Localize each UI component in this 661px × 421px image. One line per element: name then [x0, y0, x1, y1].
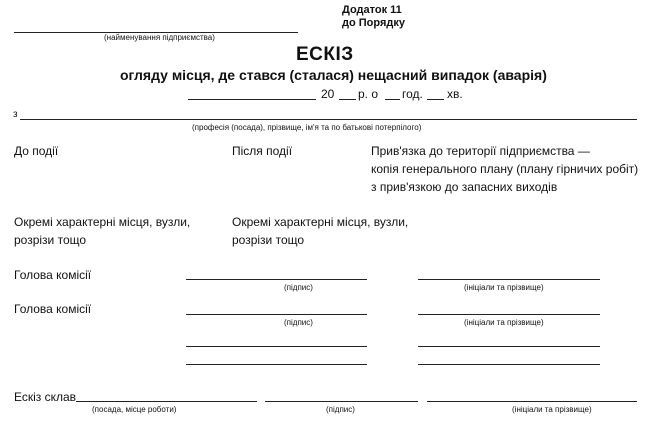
sketch-by-initials-caption: (ініціали та прізвище): [512, 405, 592, 414]
date-day-month-line[interactable]: [188, 99, 316, 100]
after-event-label: Після події: [232, 144, 293, 158]
territory-binding-line-1: Прив'язка до території підприємства —: [371, 144, 590, 158]
victim-line[interactable]: [20, 119, 637, 120]
commission-head-label-2: Голова комісії: [14, 302, 92, 316]
sketch-by-signature-line[interactable]: [265, 401, 418, 402]
minutes-label: хв.: [447, 87, 463, 101]
initials-caption-2: (ініціали та прізвище): [464, 318, 544, 327]
year-line[interactable]: [339, 99, 356, 100]
member-initials-line-3[interactable]: [418, 346, 600, 347]
document-title: ЕСКІЗ: [296, 44, 354, 65]
signature-caption-2: (підпис): [284, 318, 313, 327]
signature-line-1[interactable]: [186, 279, 367, 280]
initials-line-2[interactable]: [418, 314, 600, 315]
member-initials-line-4[interactable]: [418, 364, 600, 365]
initials-caption-1: (ініціали та прізвище): [464, 283, 544, 292]
year-prefix: 20: [321, 87, 335, 101]
commission-head-label-1: Голова комісії: [14, 268, 92, 282]
before-event-label: До події: [14, 144, 59, 158]
places-right-line-2: розрізи тощо: [232, 233, 305, 247]
member-signature-line-3[interactable]: [186, 346, 367, 347]
appendix-reference: до Порядку: [342, 17, 405, 29]
territory-binding-line-2: копія генерального плану (плану гірничих робіт): [371, 162, 639, 176]
sketch-by-signature-caption: (підпис): [326, 405, 355, 414]
sketch-by-label: Ескіз склав: [14, 390, 77, 404]
signature-caption-1: (підпис): [284, 283, 313, 292]
initials-line-1[interactable]: [418, 279, 600, 280]
appendix-number: Додаток 11: [342, 4, 402, 16]
document-subtitle: огляду місця, де стався (сталася) нещасний випадок (аварія): [120, 67, 547, 83]
hours-line[interactable]: [385, 99, 400, 100]
hours-label: год.: [402, 87, 423, 101]
year-suffix: р. о: [358, 87, 379, 101]
places-right-line-1: Окремі характерні місця, вузли,: [232, 215, 409, 229]
places-left-line-2: розрізи тощо: [14, 233, 87, 247]
signature-line-2[interactable]: [186, 314, 367, 315]
sketch-by-initials-line[interactable]: [427, 401, 637, 402]
territory-binding-line-3: з прив'язкою до запасних виходів: [371, 180, 558, 194]
member-signature-line-4[interactable]: [186, 364, 367, 365]
minutes-line[interactable]: [427, 99, 444, 100]
sketch-by-position-caption: (посада, місце роботи): [92, 405, 177, 414]
victim-caption: (професія (посада), прізвище, ім'я та по батькові потерпілого): [192, 123, 422, 132]
with-prefix: з: [13, 109, 18, 120]
places-left-line-1: Окремі характерні місця, вузли,: [14, 215, 191, 229]
sketch-by-position-line[interactable]: [76, 401, 257, 402]
enterprise-caption: (найменування підприємства): [104, 33, 215, 42]
